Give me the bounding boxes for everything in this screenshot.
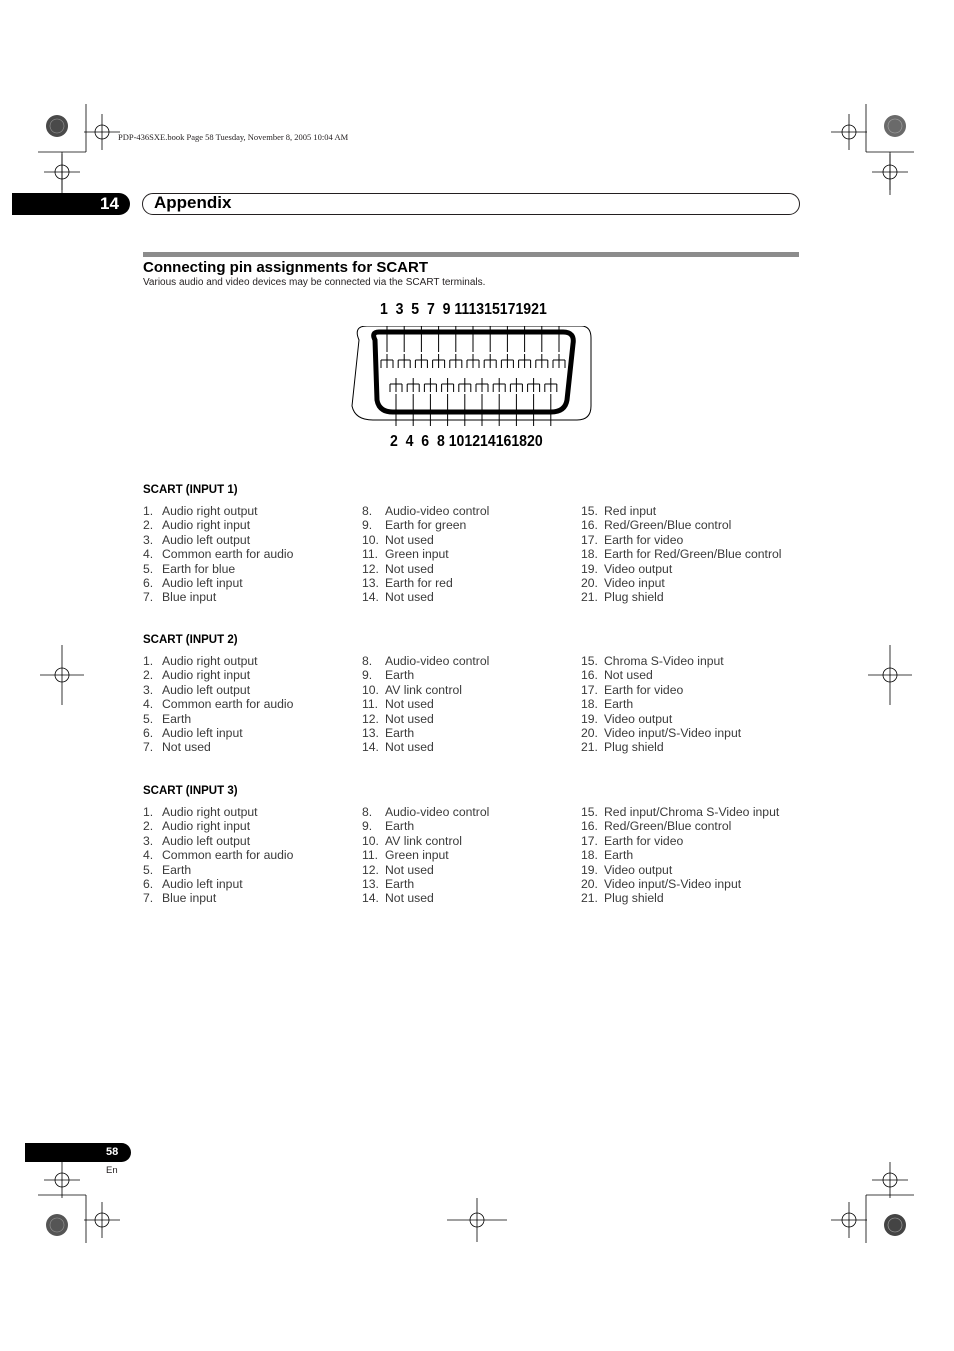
- pin-number: 10.: [362, 532, 379, 547]
- pin-number: 8.: [362, 504, 373, 518]
- pin-number: 18.: [581, 547, 598, 562]
- pin-function: Blue input: [162, 590, 217, 605]
- table-heading: SCART (INPUT 3): [143, 785, 238, 797]
- pin-number: 21.: [581, 740, 598, 755]
- pin-function: Audio right output: [162, 654, 258, 668]
- pin-function: Earth: [162, 862, 192, 877]
- pin-number: 13.: [362, 576, 379, 591]
- pin-number: 4.: [143, 848, 154, 863]
- pin-number: 4.: [143, 697, 154, 712]
- pin-function: Audio-video control: [385, 805, 490, 819]
- pin-function: Earth: [604, 697, 634, 712]
- pin-function: Not used: [385, 891, 434, 906]
- pin-function: Red input/Chroma S-Video input: [604, 805, 780, 819]
- pin-number: 12.: [362, 711, 379, 726]
- pin-function: Earth for Red/Green/Blue control: [604, 547, 782, 562]
- pin-number: 17.: [581, 682, 598, 697]
- pin-number: 18.: [581, 697, 598, 712]
- page-number: 58: [106, 1146, 119, 1158]
- pin-number: 2.: [143, 819, 154, 834]
- pin-number: 7.: [143, 590, 154, 605]
- pin-function: Earth for video: [604, 833, 684, 848]
- pin-number: 12.: [362, 561, 379, 576]
- pin-function: Common earth for audio: [162, 848, 294, 863]
- pin-function: Video output: [604, 711, 673, 726]
- pin-function: Common earth for audio: [162, 547, 294, 562]
- pin-number: 9.: [362, 518, 373, 533]
- pin-function: Earth for blue: [162, 561, 236, 576]
- pin-function: Earth for red: [385, 576, 453, 591]
- pin-function: Audio right input: [162, 819, 251, 834]
- pin-function: Blue input: [162, 891, 217, 906]
- pin-number: 13.: [362, 726, 379, 741]
- pin-number: 19.: [581, 711, 598, 726]
- pin-number: 4.: [143, 547, 154, 562]
- chapter-title: Appendix: [154, 193, 232, 212]
- pin-number: 15.: [581, 805, 598, 819]
- section-title: Connecting pin assignments for SCART: [143, 259, 429, 276]
- pin-function: Earth: [604, 848, 634, 863]
- pin-number: 7.: [143, 740, 154, 755]
- pin-number: 20.: [581, 877, 598, 892]
- pin-number: 1.: [143, 654, 154, 668]
- pin-number: 21.: [581, 891, 598, 906]
- pin-function: Audio right output: [162, 805, 258, 819]
- pin-number: 14.: [362, 740, 379, 755]
- pin-number: 11.: [362, 848, 379, 863]
- color-bar-discs: [46, 115, 906, 1236]
- pin-number: 20.: [581, 576, 598, 591]
- pin-function: Earth for green: [385, 518, 467, 533]
- pin-function: Chroma S-Video input: [604, 654, 724, 668]
- pin-number: 17.: [581, 833, 598, 848]
- pin-number: 9.: [362, 819, 373, 834]
- pin-function: Not used: [385, 697, 434, 712]
- pin-number: 2.: [143, 518, 154, 533]
- pin-function: Video input/S-Video input: [604, 726, 742, 741]
- pin-function: Earth: [385, 668, 415, 683]
- pin-number: 1.: [143, 805, 154, 819]
- pin-number: 10.: [362, 682, 379, 697]
- pin-function: Not used: [385, 711, 434, 726]
- pin-function: Not used: [604, 668, 653, 683]
- chapter-number: 14: [100, 194, 119, 213]
- pin-number: 9.: [362, 668, 373, 683]
- pin-number: 3.: [143, 833, 154, 848]
- top-pin-numbers: 1 3 5 7 9 111315171921: [380, 301, 547, 318]
- pin-function: Red input: [604, 504, 657, 518]
- pin-function: AV link control: [385, 833, 462, 848]
- pin-number: 6.: [143, 576, 154, 591]
- page-language: En: [106, 1165, 118, 1176]
- pin-function: Video output: [604, 862, 673, 877]
- pin-number: 16.: [581, 668, 598, 683]
- pin-number: 14.: [362, 590, 379, 605]
- pin-function: Red/Green/Blue control: [604, 518, 732, 533]
- pin-function: Earth for video: [604, 682, 684, 697]
- pin-function: Audio right input: [162, 518, 251, 533]
- pin-function: Green input: [385, 848, 449, 863]
- pin-number: 1.: [143, 504, 154, 518]
- pin-function: Earth: [162, 711, 192, 726]
- pin-number: 18.: [581, 848, 598, 863]
- pin-function: Audio left output: [162, 532, 251, 547]
- pin-function: Audio-video control: [385, 504, 490, 518]
- pin-number: 17.: [581, 532, 598, 547]
- pin-function: Not used: [385, 740, 434, 755]
- bottom-pin-numbers: 2 4 6 8 101214161820: [390, 433, 543, 450]
- pin-number: 11.: [362, 697, 379, 712]
- pin-function: Green input: [385, 547, 449, 562]
- table-heading: SCART (INPUT 1): [143, 484, 238, 496]
- pin-number: 6.: [143, 726, 154, 741]
- pin-function: Not used: [385, 862, 434, 877]
- pin-function: Earth for video: [604, 532, 684, 547]
- pin-number: 15.: [581, 504, 598, 518]
- pin-function: Red/Green/Blue control: [604, 819, 732, 834]
- pin-function: Plug shield: [604, 590, 664, 605]
- pin-function: Audio left input: [162, 877, 243, 892]
- section-subtitle: Various audio and video devices may be connected via the SCART terminals.: [143, 277, 486, 288]
- pin-function: Video input/S-Video input: [604, 877, 742, 892]
- pin-number: 3.: [143, 682, 154, 697]
- table-heading: SCART (INPUT 2): [143, 634, 238, 646]
- pin-number: 13.: [362, 877, 379, 892]
- pin-function: Audio left output: [162, 833, 251, 848]
- pin-function: AV link control: [385, 682, 462, 697]
- pin-number: 5.: [143, 862, 154, 877]
- pin-function: Earth: [385, 726, 415, 741]
- pin-number: 10.: [362, 833, 379, 848]
- pin-number: 11.: [362, 547, 379, 562]
- pin-number: 6.: [143, 877, 154, 892]
- pin-number: 5.: [143, 561, 154, 576]
- pin-number: 3.: [143, 532, 154, 547]
- pin-function: Audio left input: [162, 726, 243, 741]
- pin-function: Audio right output: [162, 504, 258, 518]
- pin-number: 21.: [581, 590, 598, 605]
- pin-number: 7.: [143, 891, 154, 906]
- pin-function: Audio left input: [162, 576, 243, 591]
- pin-number: 19.: [581, 561, 598, 576]
- pin-number: 8.: [362, 654, 373, 668]
- pin-number: 19.: [581, 862, 598, 877]
- pin-function: Plug shield: [604, 891, 664, 906]
- pin-number: 12.: [362, 862, 379, 877]
- pin-number: 20.: [581, 726, 598, 741]
- file-info: PDP-436SXE.book Page 58 Tuesday, November 8, 2005 10:04 AM: [118, 132, 349, 142]
- pin-function: Not used: [385, 532, 434, 547]
- pin-function: Earth: [385, 877, 415, 892]
- pin-function: Video input: [604, 576, 665, 591]
- pin-function: Audio left output: [162, 682, 251, 697]
- pin-number: 8.: [362, 805, 373, 819]
- pin-function: Not used: [162, 740, 211, 755]
- registration-targets: [40, 114, 912, 1242]
- pin-number: 2.: [143, 668, 154, 683]
- pin-function: Plug shield: [604, 740, 664, 755]
- pin-function: Audio right input: [162, 668, 251, 683]
- pin-function: Earth: [385, 819, 415, 834]
- pin-function: Video output: [604, 561, 673, 576]
- pin-number: 16.: [581, 518, 598, 533]
- pin-number: 14.: [362, 891, 379, 906]
- pin-function: Not used: [385, 590, 434, 605]
- pin-function: Not used: [385, 561, 434, 576]
- pin-function: Common earth for audio: [162, 697, 294, 712]
- pin-number: 15.: [581, 654, 598, 668]
- pin-number: 5.: [143, 711, 154, 726]
- pin-number: 16.: [581, 819, 598, 834]
- pin-function: Audio-video control: [385, 654, 490, 668]
